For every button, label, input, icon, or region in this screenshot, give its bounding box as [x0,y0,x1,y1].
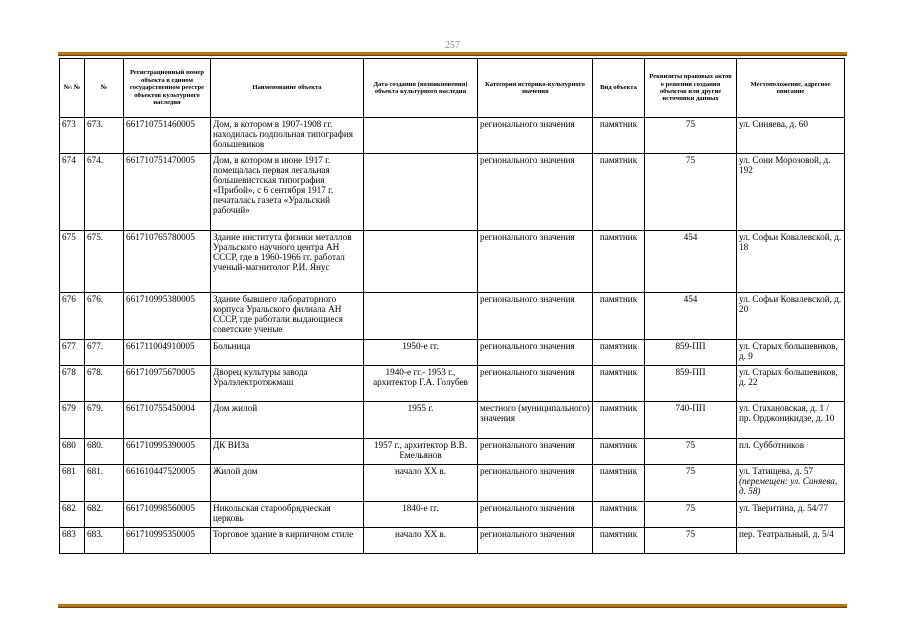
registration-number-cell-text: 661710998560005 [126,503,195,513]
legal-act-cell [645,366,737,402]
table-row [60,502,845,528]
category-cell-text: регионального значения [480,466,575,476]
row-number-cell [85,366,124,402]
bottom-rule [58,604,847,608]
address-cell [737,366,845,402]
creation-date-cell-text: 1955 г. [407,403,434,413]
category-cell-text: регионального значения [480,503,575,513]
object-kind-cell-text: памятник [599,503,638,513]
object-name-cell-text: Дом жилой [213,403,258,413]
header-object-name: Наименование объекта [211,59,364,118]
object-name-cell [211,402,364,439]
object-name-cell [211,465,364,502]
registration-number-cell [124,366,211,402]
object-kind-cell-text: памятник [599,341,638,351]
legal-act-cell-text: 454 [683,232,698,242]
legal-act-cell-text: 75 [685,119,696,129]
object-kind-cell-text: памятник [599,529,638,539]
row-number-cell-text: 674. [87,155,104,165]
table-row [60,231,845,293]
row-number-cell-text: 683. [87,529,104,539]
row-number-cell-text: 680. [87,440,104,450]
category-cell-text: регионального значения [480,440,575,450]
category-cell-text: регионального значения [480,119,575,129]
object-kind-cell-text: памятник [599,440,638,450]
legal-act-cell [645,154,737,231]
address-cell [737,154,845,231]
row-index-cell [60,118,85,154]
row-number-cell-text: 678. [87,367,104,377]
object-kind-cell [593,366,645,402]
legal-act-cell [645,231,737,293]
registration-number-cell-text: 661710751470005 [126,155,195,165]
legal-act-cell [645,293,737,340]
row-index-cell-text: 680 [62,440,76,450]
header-registration-number: Регистрационный номер объекта в едином государственном реестре объектов культурного наследия [124,59,211,118]
row-index-cell [60,366,85,402]
address-cell-text: ул. Софьи Ковалевской, д. 20 [739,294,842,314]
legal-act-cell-text: 75 [685,466,696,476]
object-name-cell-text: Здание бывшего лабораторного корпуса Уральского филиала АН СССР, где работали выдающиеся советские ученые [213,294,343,334]
row-index-cell [60,439,85,465]
row-number-cell-text: 676. [87,294,104,304]
object-name-cell-text: ДК ВИЗа [213,440,250,450]
row-number-cell [85,439,124,465]
row-index-cell-text: 676 [62,294,76,304]
address-cell-text: пл. Субботников [739,440,805,450]
creation-date-cell [364,366,478,402]
category-cell-text: регионального значения [480,529,575,539]
header-number: № [85,59,124,118]
category-cell [478,402,593,439]
object-name-cell-text: Дворец культуры завода Уралэлектротяжмаш [213,367,308,387]
table-row [60,340,845,366]
header-category: Категория историко-культурного значения [478,59,593,118]
object-name-cell-text: Дом, в котором в 1907-1908 гг. находилась подпольная типография большевиков [213,119,353,149]
creation-date-cell [364,118,478,154]
object-kind-cell [593,465,645,502]
registration-number-cell-text: 661710995350005 [126,529,195,539]
legal-act-cell-text: 454 [683,294,698,304]
row-index-cell [60,231,85,293]
row-number-cell [85,340,124,366]
category-cell [478,118,593,154]
row-number-cell [85,502,124,528]
creation-date-cell [364,439,478,465]
registration-number-cell-text: 661710995390005 [126,440,195,450]
creation-date-cell [364,502,478,528]
table-row [60,465,845,502]
object-name-cell [211,366,364,402]
row-number-cell-text: 673. [87,119,104,129]
table-row [60,528,845,554]
object-kind-cell [593,154,645,231]
category-cell-text: регионального значения [480,232,575,242]
row-number-cell-text: 675. [87,232,104,242]
table-row [60,154,845,231]
registration-number-cell [124,465,211,502]
object-name-cell-text: Дом, в котором в июне 1917 г. помещалась первая легальная большевистская типография «Прибой», с 6 сентября 1917 г. печаталась газета «Уральский рабочий» [213,155,334,215]
table-header-row [60,59,845,118]
table-row [60,118,845,154]
legal-act-cell-text: 75 [685,503,696,513]
creation-date-cell [364,528,478,554]
object-kind-cell [593,528,645,554]
row-number-cell-text: 682. [87,503,104,513]
legal-act-cell-text: 75 [685,529,696,539]
legal-act-cell-text: 859-ПП [675,367,706,377]
category-cell-text: регионального значения [480,367,575,377]
registration-number-cell [124,528,211,554]
row-index-cell-text: 679 [62,403,76,413]
header-row-number: №\ № [60,59,85,118]
registration-number-cell [124,502,211,528]
heritage-registry-table [59,58,845,554]
address-cell [737,118,845,154]
registration-number-cell-text: 661710751460005 [126,119,195,129]
registration-number-cell-text: 661610447520005 [126,466,195,476]
row-index-cell-text: 673 [62,119,76,129]
row-index-cell [60,293,85,340]
row-number-cell [85,231,124,293]
legal-act-cell [645,118,737,154]
object-kind-cell [593,502,645,528]
table-row [60,402,845,439]
address-note: (перемещен: ул. Синяева, д. 58) [739,476,838,496]
row-number-cell [85,402,124,439]
object-name-cell [211,439,364,465]
object-kind-cell-text: памятник [599,155,638,165]
address-cell [737,465,845,502]
creation-date-cell [364,340,478,366]
address-cell-text: ул. Татищева, д. 57 [739,466,814,476]
object-name-cell-text: Торговое здание в кирпичном стиле [213,529,354,539]
legal-act-cell [645,340,737,366]
creation-date-cell-text: начало XX в. [394,529,447,539]
row-index-cell-text: 681 [62,466,76,476]
category-cell [478,154,593,231]
registration-number-cell [124,231,211,293]
object-kind-cell-text: памятник [599,466,638,476]
legal-act-cell-text: 75 [685,440,696,450]
address-cell-text: ул. Софьи Ковалевской, д. 18 [739,232,842,252]
address-cell-text: ул. Стахановская, д. 1 / пр. Орджоникидзе, д. 10 [739,403,835,423]
object-name-cell [211,340,364,366]
registration-number-cell-text: 661711004910005 [126,341,195,351]
registration-number-cell [124,439,211,465]
object-kind-cell [593,231,645,293]
creation-date-cell-text: 1950-е гг. [402,341,439,351]
object-name-cell [211,293,364,340]
legal-act-cell [645,465,737,502]
top-rule [58,52,847,56]
row-number-cell [85,154,124,231]
creation-date-cell [364,293,478,340]
row-number-cell-text: 681. [87,466,104,476]
row-number-cell [85,293,124,340]
category-cell-text: регионального значения [480,341,575,351]
object-kind-cell [593,402,645,439]
registration-number-cell-text: 661710995380005 [126,294,195,304]
object-kind-cell [593,439,645,465]
address-cell-text: ул. Сони Морозовой, д. 192 [739,155,831,175]
row-index-cell-text: 675 [62,232,76,242]
creation-date-cell [364,231,478,293]
creation-date-cell [364,465,478,502]
address-cell-text: ул. Тверитина, д. 54/77 [739,503,829,513]
address-cell-text: ул. Старых большевиков, д. 22 [739,367,838,387]
category-cell [478,366,593,402]
category-cell [478,465,593,502]
object-kind-cell [593,340,645,366]
object-kind-cell-text: памятник [599,403,638,413]
category-cell [478,528,593,554]
registration-number-cell [124,118,211,154]
category-cell [478,502,593,528]
legal-act-cell [645,528,737,554]
header-address: Местоположение, адресное описание [737,59,845,118]
legal-act-cell-text: 859-ПП [675,341,706,351]
row-index-cell-text: 682 [62,503,76,513]
object-kind-cell-text: памятник [599,232,638,242]
legal-act-cell-text: 740-ПП [675,403,706,413]
registration-number-cell [124,293,211,340]
object-name-cell [211,528,364,554]
registration-number-cell-text: 661710765780005 [126,232,195,242]
row-index-cell-text: 674 [62,155,76,165]
category-cell-text: местного (муниципального) значения [480,403,590,423]
registration-number-cell-text: 661710975670005 [126,367,195,377]
address-cell [737,402,845,439]
address-cell [737,231,845,293]
address-cell [737,439,845,465]
row-index-cell-text: 683 [62,529,76,539]
legal-act-cell [645,402,737,439]
creation-date-cell-text: 1957 г., архитектор В.В. Емельянов [373,440,468,460]
address-cell [737,528,845,554]
address-cell-text: ул. Синяева, д. 60 [739,119,808,129]
legal-act-cell [645,502,737,528]
table-row [60,439,845,465]
header-object-kind: Вид объекта [593,59,645,118]
row-index-cell-text: 678 [62,367,76,377]
row-index-cell [60,528,85,554]
object-name-cell [211,502,364,528]
object-kind-cell-text: памятник [599,119,638,129]
creation-date-cell [364,402,478,439]
address-cell [737,293,845,340]
address-cell-text: ул. Старых большевиков, д. 9 [739,341,838,361]
table-row [60,366,845,402]
object-name-cell [211,231,364,293]
header-legal-acts: Реквизиты правовых актов о решении создания объектов или другие источники данных [645,59,737,118]
row-number-cell-text: 679. [87,403,104,413]
object-kind-cell [593,118,645,154]
object-name-cell [211,118,364,154]
category-cell [478,439,593,465]
row-index-cell [60,154,85,231]
row-index-cell [60,402,85,439]
header-creation-date: Дата создания (возникновения) объекта культурного наследия [364,59,478,118]
creation-date-cell-text: 1840-е гг. [402,503,439,513]
row-number-cell [85,118,124,154]
creation-date-cell-text: начало XX в. [394,466,447,476]
creation-date-cell [364,154,478,231]
category-cell [478,293,593,340]
legal-act-cell [645,439,737,465]
row-index-cell-text: 677 [62,341,76,351]
row-number-cell [85,465,124,502]
object-name-cell-text: Жилой дом [213,466,258,476]
registration-number-cell [124,340,211,366]
address-cell [737,340,845,366]
object-kind-cell-text: памятник [599,367,638,377]
category-cell-text: регионального значения [480,294,575,304]
category-cell [478,231,593,293]
category-cell [478,340,593,366]
row-index-cell [60,502,85,528]
row-index-cell [60,465,85,502]
page-number: 257 [445,40,460,51]
row-index-cell [60,340,85,366]
address-cell-text: пер. Театральный, д. 5/4 [739,529,834,539]
registration-number-cell [124,402,211,439]
object-name-cell [211,154,364,231]
category-cell-text: регионального значения [480,155,575,165]
address-cell [737,502,845,528]
table-row [60,293,845,340]
row-number-cell-text: 677. [87,341,104,351]
creation-date-cell-text: 1940-е гг.- 1953 г., архитектор Г.А. Голубев [373,367,468,387]
object-name-cell-text: Больница [213,341,251,351]
object-kind-cell-text: памятник [599,294,638,304]
object-name-cell-text: Здание института физики металлов Уральского научного центра АН СССР, где в 1960-1966 гг. работал ученый-магнитолог Р.И. Янус [213,232,352,272]
row-number-cell [85,528,124,554]
registration-number-cell-text: 661710755450004 [126,403,195,413]
legal-act-cell-text: 75 [685,155,696,165]
registration-number-cell [124,154,211,231]
object-name-cell-text: Никольская старообрядческая церковь [213,503,331,523]
object-kind-cell [593,293,645,340]
